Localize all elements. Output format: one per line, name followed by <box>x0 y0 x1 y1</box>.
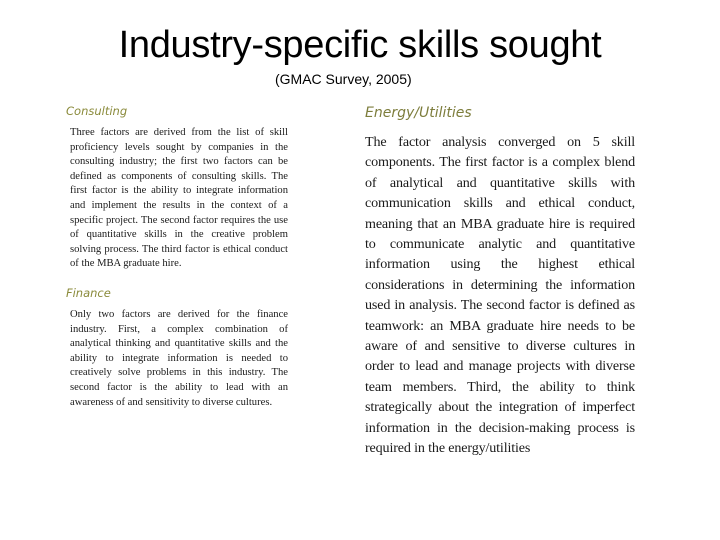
finance-paragraph: Only two factors are derived for the finance industry. First, a complex combination of analytical thinking and quantitative skills and the ability to integrate information is needed to creatively solve problems in this industry. The second factor is the ability to lead with an awareness of and sensitivity to diverse cultures. <box>70 308 288 408</box>
finance-heading: Finance <box>66 285 111 300</box>
scanned-excerpt <box>62 98 660 504</box>
energy-utilities-heading: Energy/Utilities <box>365 105 472 121</box>
slide-subtitle: (GMAC Survey, 2005) <box>275 71 412 87</box>
right-column <box>365 104 635 459</box>
consulting-paragraph: Three factors are derived from the list of skill proficiency levels sought by companies in the consulting industry; the first two factors can be defined as components of consulting skills. The first factor is the ability to integrate information and implement the results in the context of a specific project. The second factor requires the use of quantitative skills in the creative problem solving process. The third factor is ethical conduct of the MBA graduate hire. <box>70 127 288 270</box>
slide-title: Industry-specific skills sought <box>118 24 602 66</box>
energy-utilities-paragraph: The factor analysis converged on 5 skill components. The first factor is a complex blend of analytical and quantitative skills with communication skills and ethical conduct, meaning that an MBA graduate hire is required to communicate analytic and quantitative information using the highest ethical considerations in determining the information used in analysis. The second factor is defined as teamwork: an MBA graduate hire needs to be aware of and sensitive to diverse cultures in order to lead and manage projects with diverse team members. Third, the ability to think strategically about the integration of imperfect information in the decision-making process is required in the energy/utilities <box>365 134 635 457</box>
consulting-heading: Consulting <box>66 104 128 118</box>
left-column <box>66 104 288 410</box>
